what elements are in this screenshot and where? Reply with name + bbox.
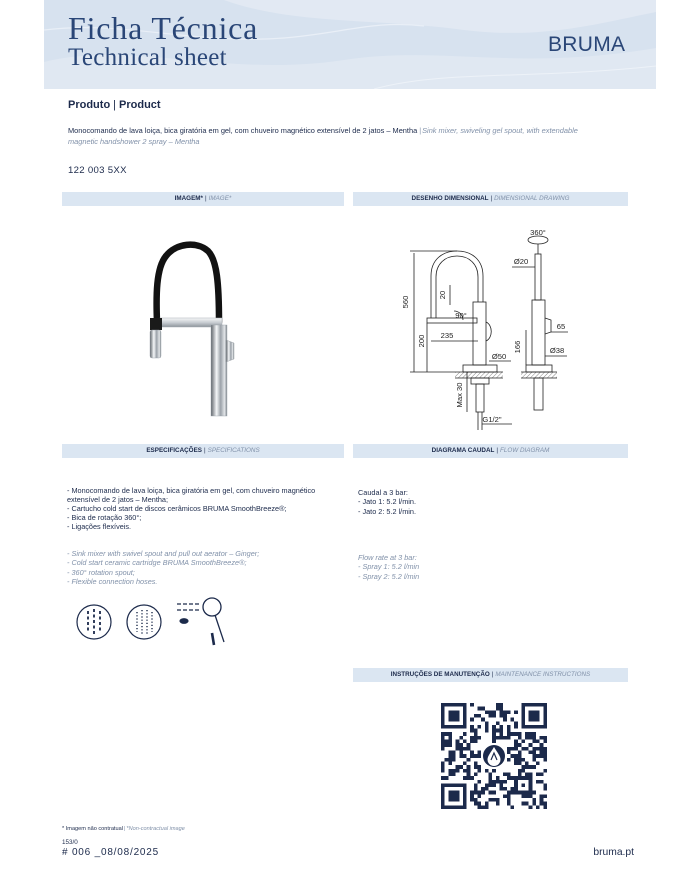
dim-angle: 90° [455,311,467,320]
product-heading-pt: Produto [68,99,111,111]
gel-spout-hose [157,245,219,322]
spray-pattern-2-icon [127,605,161,639]
product-heading [68,100,161,111]
separator: | [203,447,206,454]
qr-code-icon [441,703,547,809]
dim-body-height: 166 [513,340,522,354]
section-label-pt: DIAGRAMA CAUDAL [431,447,495,454]
separator: | [491,671,494,678]
list-item: - Monocomando de lava loiça, bica giratória em gel, com chuveiro magnético extensível de 2 jatos – Mentha; [67,486,316,504]
brand-logo: BRUMA [548,33,626,56]
feature-icons [72,596,248,648]
dimensional-drawing [395,222,585,434]
mixer-body [211,325,227,416]
page-title: Ficha Técnica [68,10,259,46]
dim-rotation: 360° [530,228,546,237]
dim-base-diameter: Ø50 [491,352,507,361]
product-description-pt: Monocomando de lava loiça, bica giratória em gel, com chuveiro magnético extensível de 2 jatos – Mentha [68,126,418,135]
section-label-en: IMAGE* [208,195,232,202]
list-item: - Cartucho cold start de discos cerâmicos BRUMA SmoothBreeze®; [67,504,287,513]
revision-number: 153/0 [62,839,78,846]
product-description-en: Sink mixer, swiveling gel spout, with extendable magnetic handshower 2 spray – Mentha [68,126,578,146]
section-label-en: FLOW DIAGRAM [500,447,550,454]
disclaimer-en: *Non-contractual image [126,826,185,832]
list-item: - Spray 1: 5.2 l/min [358,562,420,572]
document-reference: # 006 _08/08/2025 [62,847,160,858]
specifications-list-en [67,549,317,587]
section-label-en: SPECIFICATIONS [207,447,260,454]
list-item: - Jato 2: 5.2 l/min. [358,506,416,516]
list-item: - Bica de rotação 360°; [67,513,142,522]
product-image [120,236,260,424]
section-header-specifications [62,444,344,458]
section-label-pt: IMAGEM* [174,195,203,202]
separator: | [496,447,499,454]
dim-connection: G1/2" [482,415,502,424]
dim-body-diameter: Ø38 [549,346,565,355]
list-item: - Spray 2: 5.2 l/min [358,571,420,581]
separator: | [490,195,493,202]
magnetic-handshower-icon [177,598,224,645]
separator: | [113,99,117,111]
list-item: - Ligações flexíveis. [67,522,132,531]
flow-title: Caudal a 3 bar: [358,488,408,497]
section-label-pt: INSTRUÇÕES DE MANUTENÇÃO [390,671,490,678]
disclaimer-pt: * Imagem não contratual [62,826,123,832]
flow-rate-en [358,553,558,581]
dim-reach: 235 [440,331,454,340]
product-heading-en: Product [119,99,161,111]
spray-pattern-1-icon [77,605,111,639]
section-label-en: DIMENSIONAL DRAWING [494,195,570,202]
separator: | [123,826,126,832]
product-code: 122 003 5XX [68,165,127,176]
page-subtitle: Technical sheet [68,44,227,71]
separator: | [204,195,207,202]
handshower-head [150,330,161,358]
product-description [68,125,580,147]
dim-total-height: 560 [401,295,410,309]
section-label-en: MAINTENANCE INSTRUCTIONS [495,671,591,678]
section-header-maintenance [353,668,628,682]
section-label-pt: ESPECIFICAÇÕES [146,447,202,454]
website: bruma.pt [593,847,634,858]
section-label-pt: DESENHO DIMENSIONAL [411,195,489,202]
image-disclaimer [62,826,185,833]
flow-title: Flow rate at 3 bar: [358,553,417,562]
separator: | [419,126,422,135]
dim-lever: 65 [556,322,566,331]
list-item: - Sink mixer with swivel spout and pull out aerator – Ginger; [67,549,260,558]
dim-spout-offset: 20 [438,290,447,300]
mixer-lever [226,340,234,362]
handshower-dock [150,318,162,330]
section-header-image [62,192,344,206]
specifications-list-pt [67,486,317,531]
list-item: - Flexible connection hoses. [67,577,158,587]
list-item: - Jato 1: 5.2 l/min. [358,497,416,507]
dim-spout-height: 200 [417,334,426,348]
list-item: - Cold start ceramic cartridge BRUMA SmoothBreeze®; [67,558,247,568]
list-item: - 360° rotation spout; [67,567,135,577]
section-header-drawing [353,192,628,206]
dim-max-counter: Max 30 [455,382,464,408]
flow-rate-pt [358,488,558,516]
dim-spout-diameter: Ø20 [513,257,529,266]
section-header-flow [353,444,628,458]
